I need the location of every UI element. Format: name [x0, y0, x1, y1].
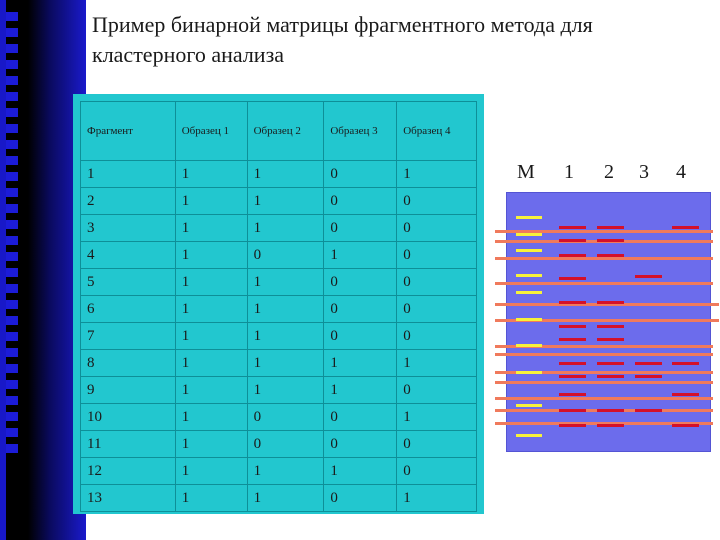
sample-value-cell: 1: [175, 458, 247, 485]
sample-value-cell: 0: [397, 377, 477, 404]
sample-value-cell: 1: [175, 404, 247, 431]
marker-band: [516, 404, 542, 407]
gel-guide-line: [495, 381, 713, 384]
sample-band: [597, 301, 624, 304]
header-sample-2: Образец 2: [247, 102, 324, 161]
sample-band: [672, 424, 699, 427]
sample-band: [559, 362, 586, 365]
table-row: [81, 188, 477, 215]
sample-band: [597, 375, 624, 378]
gel-guide-line: [495, 257, 713, 260]
marker-band: [516, 216, 542, 219]
sample-value-cell: 1: [175, 188, 247, 215]
sample-value-cell: 0: [324, 431, 397, 458]
sample-band: [597, 325, 624, 328]
table-row: [81, 161, 477, 188]
sample-band: [635, 362, 662, 365]
fragment-cell: 13: [81, 485, 176, 512]
sample-value-cell: 0: [397, 323, 477, 350]
sidebar-squares: [6, 12, 24, 453]
sample-value-cell: 1: [175, 377, 247, 404]
table-row: [81, 377, 477, 404]
table-row: [81, 215, 477, 242]
sample-band: [597, 239, 624, 242]
sample-value-cell: 1: [247, 485, 324, 512]
table-header-row: [81, 102, 477, 161]
fragment-cell: 10: [81, 404, 176, 431]
sample-value-cell: 0: [324, 215, 397, 242]
sample-band: [559, 239, 586, 242]
sample-value-cell: 1: [175, 215, 247, 242]
table-row: [81, 350, 477, 377]
sample-value-cell: 1: [175, 269, 247, 296]
gel-guide-line: [495, 282, 713, 285]
marker-band: [516, 291, 542, 294]
sample-band: [559, 226, 586, 229]
sample-value-cell: 1: [324, 242, 397, 269]
sample-value-cell: 1: [175, 350, 247, 377]
sample-value-cell: 1: [324, 458, 397, 485]
marker-band: [516, 318, 542, 321]
fragment-cell: 6: [81, 296, 176, 323]
sample-value-cell: 0: [324, 188, 397, 215]
sample-value-cell: 0: [397, 215, 477, 242]
slide-title: Пример бинарной матрицы фрагментного метода для кластерного анализа: [92, 12, 593, 67]
sample-value-cell: 1: [397, 161, 477, 188]
lane-label-2: 2: [604, 161, 614, 183]
sample-value-cell: 0: [397, 269, 477, 296]
sample-band: [559, 277, 586, 280]
header-sample-4: Образец 4: [397, 102, 477, 161]
sample-band: [559, 301, 586, 304]
table-body: [81, 161, 477, 512]
sample-value-cell: 0: [397, 458, 477, 485]
fragment-cell: 2: [81, 188, 176, 215]
lane-label-4: 4: [676, 161, 686, 183]
marker-band: [516, 344, 542, 347]
table-row: [81, 323, 477, 350]
fragment-cell: 11: [81, 431, 176, 458]
sample-value-cell: 0: [397, 242, 477, 269]
sample-value-cell: 1: [175, 431, 247, 458]
marker-band: [516, 371, 542, 374]
sample-value-cell: 1: [247, 296, 324, 323]
fragment-cell: 5: [81, 269, 176, 296]
sample-band: [559, 375, 586, 378]
sample-band: [559, 409, 586, 412]
marker-band: [516, 274, 542, 277]
sample-value-cell: 1: [247, 215, 324, 242]
sample-band: [635, 409, 662, 412]
sample-value-cell: 1: [247, 161, 324, 188]
fragment-cell: 7: [81, 323, 176, 350]
sample-value-cell: 1: [397, 485, 477, 512]
sample-band: [559, 254, 586, 257]
sample-band: [559, 393, 586, 396]
sample-band: [672, 362, 699, 365]
sample-value-cell: 0: [397, 296, 477, 323]
sample-value-cell: 0: [324, 485, 397, 512]
header-fragment: Фрагмент: [81, 102, 176, 161]
sample-value-cell: 1: [324, 350, 397, 377]
gel-guide-line: [495, 353, 713, 356]
fragment-cell: 1: [81, 161, 176, 188]
fragment-cell: 9: [81, 377, 176, 404]
table-row: [81, 485, 477, 512]
sample-value-cell: 1: [175, 242, 247, 269]
sample-value-cell: 0: [247, 431, 324, 458]
lane-label-1: 1: [564, 161, 574, 183]
sample-value-cell: 1: [324, 377, 397, 404]
binary-matrix-table-frame: [73, 94, 484, 514]
binary-matrix-table: [80, 101, 477, 512]
lane-label-marker: M: [517, 161, 535, 183]
table-row: [81, 269, 477, 296]
fragment-cell: 3: [81, 215, 176, 242]
table-row: [81, 296, 477, 323]
marker-band: [516, 233, 542, 236]
gel-guide-line: [495, 397, 713, 400]
fragment-cell: 8: [81, 350, 176, 377]
sample-value-cell: 1: [397, 404, 477, 431]
sample-value-cell: 1: [397, 350, 477, 377]
sample-value-cell: 0: [247, 404, 324, 431]
sample-band: [635, 375, 662, 378]
table-row: [81, 458, 477, 485]
sample-value-cell: 1: [247, 377, 324, 404]
fragment-cell: 12: [81, 458, 176, 485]
electrophoresis-gel: [506, 192, 711, 452]
sample-value-cell: 1: [247, 458, 324, 485]
table-row: [81, 431, 477, 458]
sample-band: [559, 338, 586, 341]
marker-band: [516, 434, 542, 437]
sample-band: [597, 338, 624, 341]
sample-value-cell: 0: [324, 161, 397, 188]
sample-band: [559, 424, 586, 427]
sample-band: [597, 409, 624, 412]
sample-value-cell: 0: [397, 431, 477, 458]
header-sample-1: Образец 1: [175, 102, 247, 161]
sample-value-cell: 0: [324, 269, 397, 296]
sample-value-cell: 0: [324, 296, 397, 323]
sample-band: [597, 362, 624, 365]
sample-band: [597, 254, 624, 257]
sample-value-cell: 0: [324, 404, 397, 431]
sample-value-cell: 0: [247, 242, 324, 269]
sample-value-cell: 1: [175, 485, 247, 512]
table-row: [81, 404, 477, 431]
header-sample-3: Образец 3: [324, 102, 397, 161]
sample-value-cell: 1: [175, 161, 247, 188]
sample-value-cell: 0: [397, 188, 477, 215]
sample-band: [559, 325, 586, 328]
sample-value-cell: 0: [324, 323, 397, 350]
lane-label-3: 3: [639, 161, 649, 183]
sample-value-cell: 1: [175, 296, 247, 323]
sample-value-cell: 1: [247, 323, 324, 350]
sample-band: [635, 275, 662, 278]
sample-band: [672, 226, 699, 229]
marker-band: [516, 249, 542, 252]
sample-value-cell: 1: [247, 269, 324, 296]
fragment-cell: 4: [81, 242, 176, 269]
sample-band: [597, 226, 624, 229]
sample-band: [597, 424, 624, 427]
table-row: [81, 242, 477, 269]
sample-band: [672, 393, 699, 396]
sample-value-cell: 1: [247, 188, 324, 215]
sample-value-cell: 1: [247, 350, 324, 377]
sample-value-cell: 1: [175, 323, 247, 350]
